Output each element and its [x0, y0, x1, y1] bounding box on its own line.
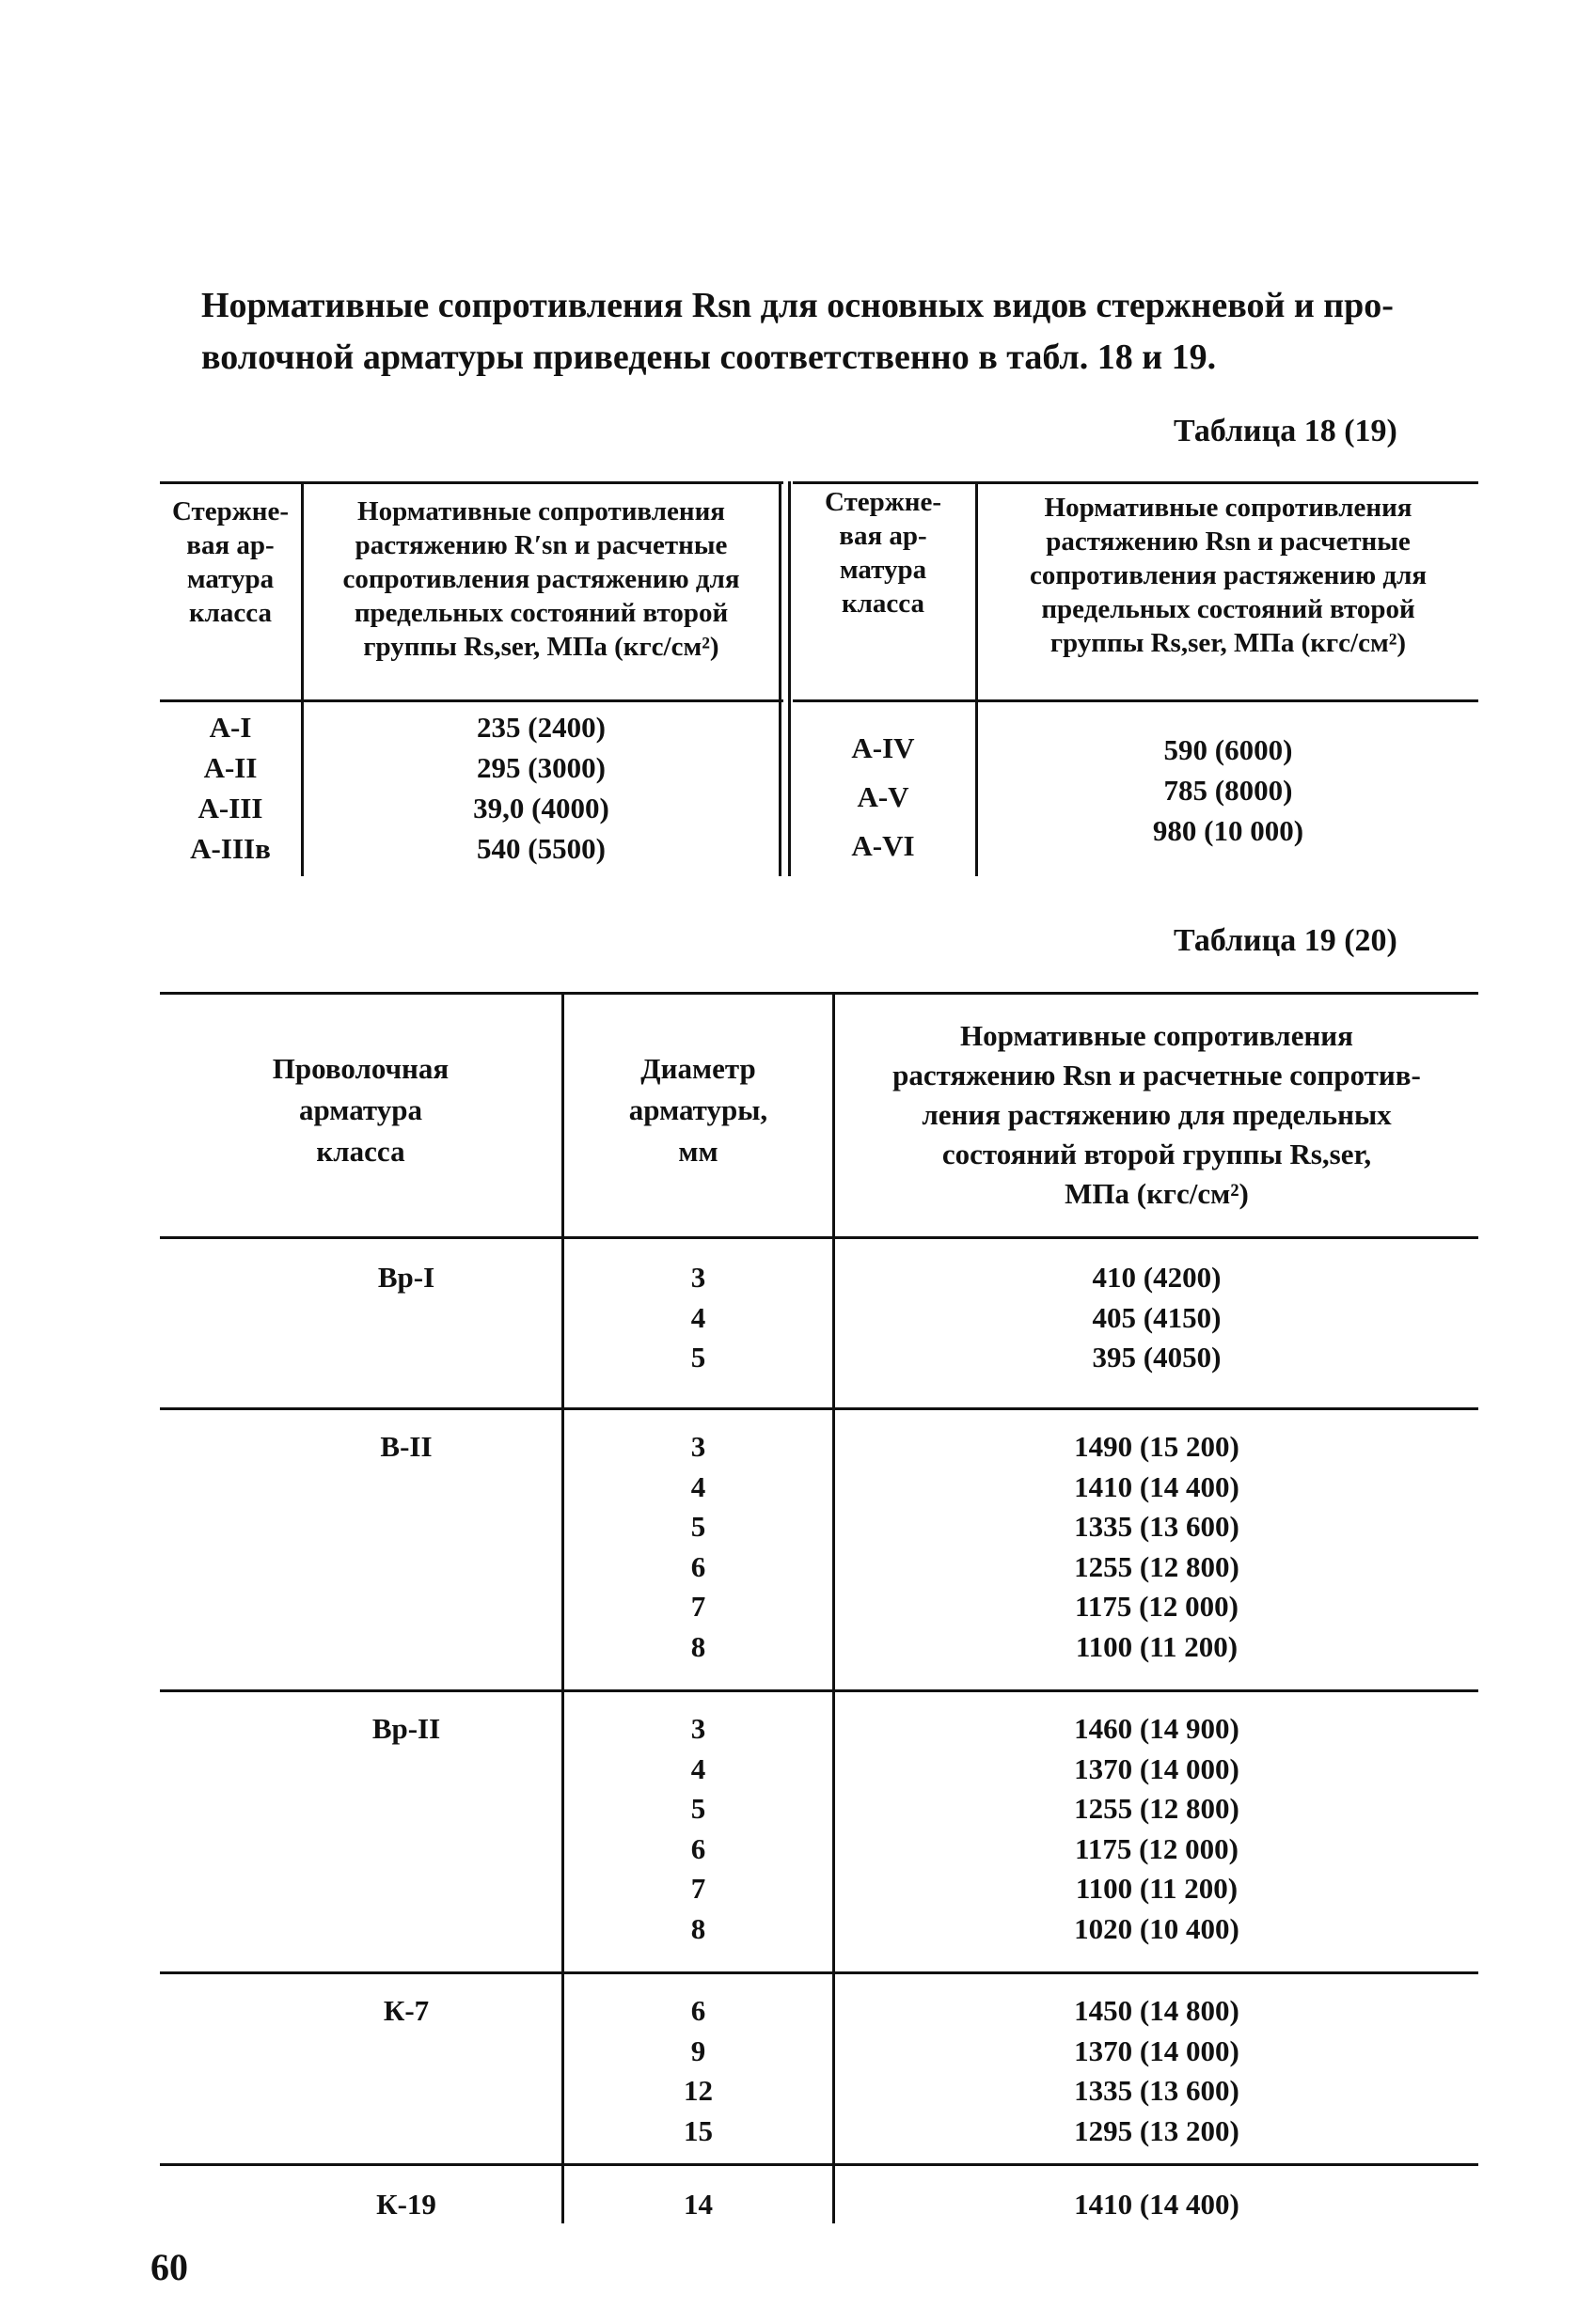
- t19-diameters-bp2: 3 4 5 6 7 8: [690, 1712, 706, 1945]
- t19-diameters-b2: 3 4 5 6 7 8: [690, 1430, 706, 1663]
- t18-left-values: 235 (2400) 295 (3000) 39,0 (4000) 540 (5500): [473, 711, 609, 865]
- t19-class-bp1: Вр-I: [377, 1261, 435, 1294]
- t19-values-k19: 1410 (14 400): [1074, 2188, 1239, 2221]
- page-number: 60: [150, 2246, 188, 2288]
- t19-values-k7: 1450 (14 800) 1370 (14 000) 1335 (13 600) 1295 (13 200): [1074, 1994, 1239, 2147]
- t19-class-header: Проволочная арматура класса: [272, 1052, 450, 1168]
- intro-line-2: волочной арматуры приведены соответственно в табл. 18 и 19.: [201, 338, 1217, 377]
- t18-left-classes: A-I A-II A-III A-IIIв: [190, 711, 271, 865]
- t18-left-class-header: Стержне- вая ар- матура класса: [171, 496, 290, 628]
- table-18: [160, 481, 1478, 876]
- t19-class-k19: К-19: [376, 2188, 436, 2221]
- t18-right-values: 590 (6000) 785 (8000) 980 (10 000): [1152, 733, 1304, 847]
- t18-left-values-header: Нормативные сопротивления растяжению R′sn и расчетные сопротивления растяжению для предельных состояний второй группы Rs,ser, МПа (кгс/см²): [342, 496, 740, 662]
- t19-diameters-k19: 14: [684, 2188, 713, 2221]
- table-19: [160, 992, 1478, 2223]
- t19-diameters-bp1: 3 4 5: [690, 1261, 706, 1374]
- t19-values-header: Нормативные сопротивления растяжению Rsn и расчетные сопротив- ления растяжению для предельных состояний второй группы Rs,ser, МПа (кгс/см²): [892, 1019, 1421, 1210]
- t19-values-b2: 1490 (15 200) 1410 (14 400) 1335 (13 600) 1255 (12 800) 1175 (12 000) 1100 (11 200): [1074, 1430, 1239, 1663]
- t19-values-bp1: 410 (4200) 405 (4150) 395 (4050): [1092, 1261, 1222, 1374]
- table-18-caption: Таблица 18 (19): [1174, 414, 1397, 448]
- t18-right-class-header: Стержне- вая ар- матура класса: [824, 487, 942, 619]
- t19-diameters-k7: 6 9 12 15: [684, 1994, 713, 2147]
- t18-right-values-header: Нормативные сопротивления растяжению Rsn и расчетные сопротивления растяжению для предельных состояний второй группы Rs,ser, МПа (кгс/см²): [1029, 493, 1428, 658]
- table-19-caption: Таблица 19 (20): [1174, 923, 1397, 958]
- intro-line-1: Нормативные сопротивления Rsn для основных видов стержневой и про-: [201, 286, 1394, 325]
- t19-class-b2: В-II: [380, 1430, 433, 1463]
- t19-diameter-header: Диаметр арматуры, мм: [628, 1052, 768, 1168]
- t19-values-bp2: 1460 (14 900) 1370 (14 000) 1255 (12 800) 1175 (12 000) 1100 (11 200) 1020 (10 400): [1074, 1712, 1239, 1945]
- intro-paragraph: [201, 280, 1482, 384]
- t18-right-classes: A-IV A-V A-VI: [851, 731, 915, 862]
- t19-class-k7: К-7: [383, 1994, 430, 2027]
- t19-class-bp2: Вр-II: [371, 1712, 441, 1745]
